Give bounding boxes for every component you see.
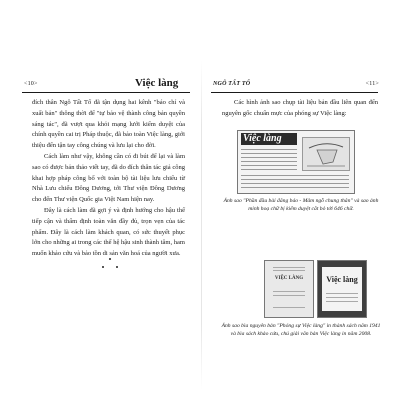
right-page — [202, 0, 400, 400]
caption-covers: Ảnh sao bìa nguyên bản "Phóng sự Việc làng" in thành sách năm 1941 và bìa sách khảo cứu, chú giải văn bản Việc làng in năm 2008. — [221, 323, 381, 338]
clipping-illustration — [302, 137, 350, 171]
cover-1941-title: VIỆC LÀNG — [274, 276, 304, 281]
header-rule-right — [211, 92, 378, 93]
clipping-text-line — [241, 161, 297, 162]
intro-paragraph: Các hình ảnh sao chụp tài liệu bản đầu liên quan đến nguyên gốc chuẩn mực của phóng sự Việc làng: — [222, 99, 378, 117]
clipping-masthead: Việc làng — [241, 133, 297, 145]
clipping-text-line — [241, 187, 349, 188]
right-page-intro — [222, 98, 378, 120]
cover-2008-title: Việc làng — [326, 275, 358, 284]
cover-text-line — [273, 270, 305, 271]
newspaper-clipping-image — [237, 130, 355, 194]
section-ornament — [100, 258, 120, 276]
paragraph-3: Đây là cách làm đã gợi ý và định hướng cho hậu thế tiếp cận và thẩm định toàn văn đầy đủ, trọn vẹn của tác phẩm. Đây là cách làm khách quan, có sức thuyết phục lớn cho những ai trong các thế hệ hậu sinh thành tâm, ham muốn khảo cứu và bảo tồn di sản văn hoá của người xưa. — [32, 206, 185, 258]
clipping-text-line — [241, 179, 349, 180]
book-cover-2008-image — [317, 260, 367, 318]
paragraph-2: Cách làm như vậy, không cần có đi bút để lại và làm sao có được bản thảo viết tay, đã do đích thân tác giả công khai hợp pháp công bố với toàn bộ tài liệu lưu chiểu từ Nhà Lưu chiểu Đông Dương, tới Thư viện Đông Dương cho đến Thư viện Quốc gia Việt Nam hiện nay. — [32, 152, 185, 204]
page-number-right: <11> — [365, 81, 379, 87]
paragraph-1: đích thân Ngô Tất Tố đã tận dụng hai kênh "báo chí và xuất bản" thông thời để "tự bảo vệ thành công bản quyền sáng tác", đã vượt qua khỏi mạng lưới kiểm duyệt của chính quyền cai trị Pháp thuộc, đã bảo toàn Việc làng, giới thiệu đến tận tay công chúng và lưu lại cho đời. — [32, 99, 185, 150]
book-cover-1941-image — [264, 260, 314, 318]
caption-clipping: Ảnh sao "Phần đầu bài đăng báo - Mâm ngỗ chung thân" và sao ảnh minh hoạ chữ bị kiểm duyệt cắt bỏ tới 646 chữ. — [223, 198, 379, 213]
cover-text-line — [273, 295, 305, 296]
cover-text-line — [273, 307, 305, 308]
header-rule-left — [22, 92, 190, 93]
illustration-sketch — [303, 138, 349, 170]
cover-text-line — [273, 267, 305, 268]
clipping-text-line — [241, 153, 297, 154]
clipping-text-line — [241, 149, 297, 150]
running-head-title: Việc làng — [135, 77, 179, 89]
cover-text-line — [326, 297, 358, 298]
clipping-text-line — [241, 169, 297, 170]
left-page-body — [32, 98, 185, 260]
clipping-text-line — [241, 175, 349, 176]
running-head-author: NGÔ TẤT TỐ — [213, 81, 251, 87]
cover-text-line — [326, 293, 358, 294]
ornament-dot — [116, 266, 118, 268]
clipping-text-line — [241, 165, 297, 166]
ornament-dot — [109, 258, 111, 260]
clipping-text-line — [241, 157, 297, 158]
cover-text-line — [273, 291, 305, 292]
clipping-text-line — [241, 183, 349, 184]
ornament-dot — [102, 266, 104, 268]
cover-text-line — [326, 301, 358, 302]
page-number-left: <10> — [24, 81, 38, 87]
cover-2008-panel — [322, 267, 362, 311]
